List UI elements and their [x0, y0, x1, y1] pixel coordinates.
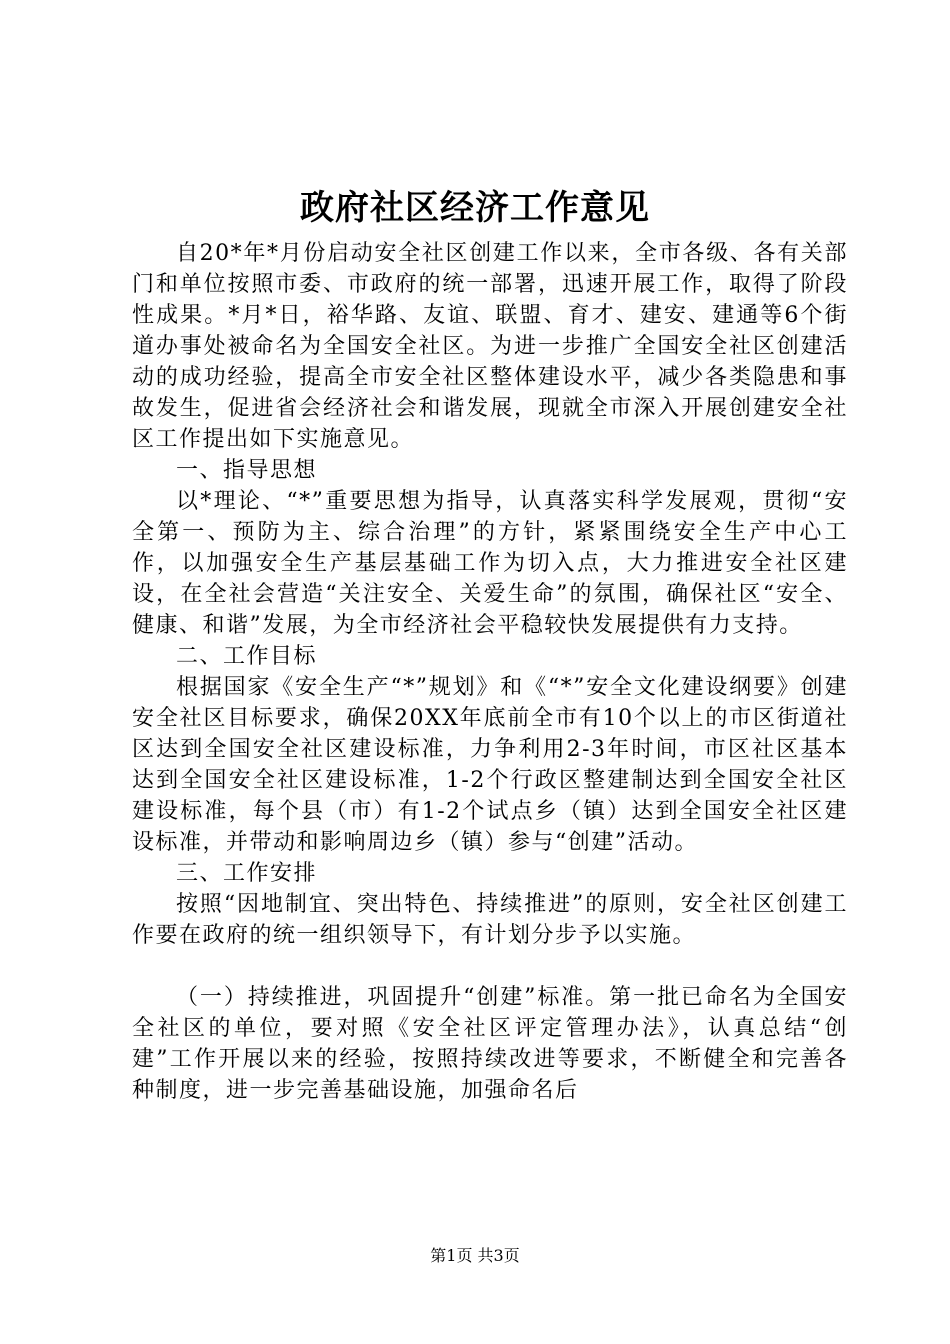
document-body	[132, 238, 848, 1106]
subsection-one-paragraph: （一）持续推进，巩固提升“创建”标准。第一批已命名为全国安全社区的单位，要对照《安全社区评定管理办法》，认真总结“创建”工作开展以来的经验，按照持续改进等要求，不断健全和完善各种制度，进一步完善基础设施，加强命名后	[132, 985, 848, 1103]
guiding-ideology-paragraph: 以*理论、“*”重要思想为指导，认真落实科学发展观，贯彻“安全第一、预防为主、综合治理”的方针，紧紧围绕安全生产中心工作，以加强安全生产基层基础工作为切入点，大力推进安全社区建设，在全社会营造“关注安全、关爱生命”的氛围，确保社区“安全、健康、和谐”发展，为全市经济社会平稳较快发展提供有力支持。	[132, 489, 848, 638]
document-title: 政府社区经济工作意见	[300, 188, 650, 228]
section-heading-work-arrangement: 三、工作安排	[176, 861, 318, 886]
section-heading-work-goals: 二、工作目标	[176, 644, 318, 669]
work-goals-paragraph: 根据国家《安全生产“*”规划》和《“*”安全文化建设纲要》创建安全社区目标要求，确保20XX年底前全市有10个以上的市区街道社区达到全国安全社区建设标准，力争利用2-3年时间，市区社区基本达到全国安全社区建设标准，1-2个行政区整建制达到全国安全社区建设标准，每个县（市）有1-2个试点乡（镇）达到全国安全社区建设标准，并带动和影响周边乡（镇）参与“创建”活动。	[132, 675, 848, 855]
intro-paragraph: 自20*年*月份启动安全社区创建工作以来，全市各级、各有关部门和单位按照市委、市政府的统一部署，迅速开展工作，取得了阶段性成果。*月*日，裕华路、友谊、联盟、育才、建安、建通等6个街道办事处被命名为全国安全社区。为进一步推广全国安全社区创建活动的成功经验，提高全市安全社区整体建设水平，减少各类隐患和事故发生，促进省会经济社会和谐发展，现就全市深入开展创建安全社区工作提出如下实施意见。	[132, 241, 848, 452]
page-footer: 第1页 共3页	[430, 1246, 520, 1265]
work-arrangement-paragraph: 按照“因地制宜、突出特色、持续推进”的原则，安全社区创建工作要在政府的统一组织领导下，有计划分步予以实施。	[132, 892, 848, 948]
section-heading-guiding-ideology: 一、指导思想	[176, 458, 318, 483]
